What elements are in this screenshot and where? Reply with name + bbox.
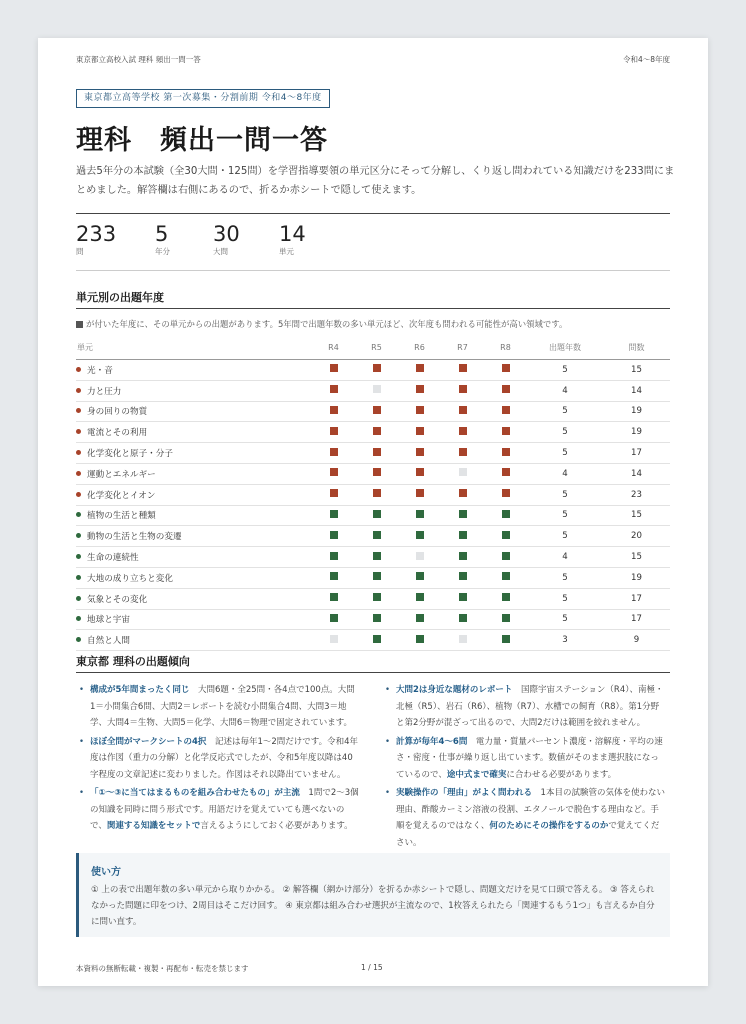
asked-marker bbox=[502, 572, 510, 580]
asked-marker bbox=[373, 593, 381, 601]
unit-name-cell bbox=[76, 526, 312, 547]
question-count-cell: 19 bbox=[603, 401, 670, 422]
unit-bullet-icon bbox=[76, 429, 81, 434]
column-header: 問数 bbox=[603, 336, 670, 360]
trend-heading: 「①～③に当てはまるものを組み合わせたもの」が主流 bbox=[90, 788, 300, 798]
asked-marker bbox=[330, 427, 338, 435]
divider bbox=[76, 308, 670, 309]
column-header: R5 bbox=[355, 336, 398, 360]
not-asked-marker bbox=[416, 552, 424, 560]
unit-name: 動物の生活と生物の変遷 bbox=[87, 532, 182, 543]
year-cell bbox=[398, 360, 441, 381]
unit-name-cell bbox=[76, 484, 312, 505]
lead-paragraph: 過去5年分の本試験（全30大問・125問）を学習指導要領の単元区分にそって分解し、くり返し問われている知識だけを233問にまとめました。解答欄は右側にあるので、折るか赤シートで隠して使えます。 bbox=[76, 166, 675, 196]
trend-heading: 実験操作の「理由」がよく問われる bbox=[396, 788, 533, 798]
asked-marker bbox=[416, 572, 424, 580]
year-cell bbox=[484, 526, 527, 547]
year-cell bbox=[441, 630, 484, 651]
year-cell bbox=[355, 401, 398, 422]
question-count-cell: 14 bbox=[603, 380, 670, 401]
asked-marker bbox=[330, 552, 338, 560]
year-cell bbox=[355, 380, 398, 401]
column-header: 単元 bbox=[76, 336, 312, 360]
trend-text: で覚えてください。 bbox=[396, 821, 660, 848]
unit-bullet-icon bbox=[76, 367, 81, 372]
table-row bbox=[76, 567, 670, 588]
year-count-cell: 5 bbox=[527, 526, 603, 547]
unit-name-cell bbox=[76, 630, 312, 651]
unit-name-cell bbox=[76, 505, 312, 526]
unit-name: 気象とその変化 bbox=[87, 594, 148, 605]
asked-marker bbox=[459, 614, 467, 622]
table-row bbox=[76, 463, 670, 484]
question-count-cell: 17 bbox=[603, 443, 670, 464]
asked-marker bbox=[330, 510, 338, 518]
running-header-title: 東京都立高校入試 理科 頻出一問一答 bbox=[76, 55, 201, 64]
year-count-cell: 4 bbox=[527, 547, 603, 568]
question-count-cell: 20 bbox=[603, 526, 670, 547]
year-cell bbox=[312, 463, 355, 484]
asked-marker bbox=[330, 593, 338, 601]
unit-name-cell bbox=[76, 463, 312, 484]
question-count-cell: 19 bbox=[603, 567, 670, 588]
year-cell bbox=[398, 567, 441, 588]
year-cell bbox=[441, 484, 484, 505]
unit-bullet-icon bbox=[76, 492, 81, 497]
asked-marker bbox=[330, 406, 338, 414]
year-cell bbox=[441, 380, 484, 401]
stat-years bbox=[155, 222, 170, 257]
asked-marker bbox=[416, 427, 424, 435]
asked-marker bbox=[330, 364, 338, 372]
year-cell bbox=[484, 360, 527, 381]
asked-marker bbox=[459, 489, 467, 497]
unit-name-cell bbox=[76, 401, 312, 422]
asked-marker bbox=[502, 552, 510, 560]
table-row bbox=[76, 443, 670, 464]
year-cell bbox=[441, 609, 484, 630]
trend-emphasis: 関連する知識をセットで bbox=[106, 821, 201, 831]
legend-square-icon bbox=[76, 321, 83, 328]
asked-marker bbox=[373, 531, 381, 539]
asked-marker bbox=[416, 468, 424, 476]
question-count-cell: 9 bbox=[603, 630, 670, 651]
asked-marker bbox=[459, 427, 467, 435]
asked-marker bbox=[416, 448, 424, 456]
year-cell bbox=[398, 630, 441, 651]
year-cell bbox=[355, 547, 398, 568]
year-count-cell: 5 bbox=[527, 567, 603, 588]
unit-name-cell bbox=[76, 609, 312, 630]
table-row bbox=[76, 484, 670, 505]
trend-item bbox=[90, 682, 360, 732]
not-asked-marker bbox=[373, 385, 381, 393]
unit-name-cell bbox=[76, 360, 312, 381]
usage-title: 使い方 bbox=[91, 867, 121, 878]
asked-marker bbox=[502, 614, 510, 622]
year-cell bbox=[398, 443, 441, 464]
stat-value: 30 bbox=[213, 222, 240, 246]
unit-name: 生命の連続性 bbox=[87, 553, 139, 564]
usage-body: ① 上の表で出題年数の多い単元から取りかかる。 ② 解答欄（網かけ部分）を折るか赤シートで隠し、問題文だけを見て口頭で答える。 ③ 答えられなかった問題に印をつけ、2周目はそこだけ回す。 ④ 東京都は組み合わせ選択が主流なので、1枚答えられたら「関連するもう1つ」も言えるか自分に問い直す。 bbox=[91, 885, 655, 927]
year-cell bbox=[484, 588, 527, 609]
asked-marker bbox=[373, 427, 381, 435]
year-cell bbox=[312, 505, 355, 526]
unit-name-cell bbox=[76, 422, 312, 443]
asked-marker bbox=[502, 635, 510, 643]
year-cell bbox=[355, 526, 398, 547]
asked-marker bbox=[416, 385, 424, 393]
asked-marker bbox=[330, 448, 338, 456]
year-cell bbox=[484, 484, 527, 505]
year-cell bbox=[398, 463, 441, 484]
unit-bullet-icon bbox=[76, 450, 81, 455]
year-cell bbox=[398, 380, 441, 401]
table-row bbox=[76, 547, 670, 568]
asked-marker bbox=[416, 489, 424, 497]
year-cell bbox=[484, 380, 527, 401]
unit-name: 地球と宇宙 bbox=[87, 615, 130, 626]
trend-emphasis: 何のためにその操作をするのか bbox=[489, 821, 609, 831]
trend-item bbox=[396, 682, 666, 732]
asked-marker bbox=[373, 364, 381, 372]
unit-bullet-icon bbox=[76, 408, 81, 413]
unit-name: 身の回りの物質 bbox=[87, 407, 148, 418]
table-header-row bbox=[76, 336, 670, 360]
year-cell bbox=[398, 484, 441, 505]
unit-name: 自然と人間 bbox=[87, 636, 130, 647]
trend-emphasis: 途中式まで確実 bbox=[446, 769, 507, 780]
unit-name-cell bbox=[76, 588, 312, 609]
table-row bbox=[76, 609, 670, 630]
asked-marker bbox=[330, 572, 338, 580]
year-cell bbox=[312, 588, 355, 609]
asked-marker bbox=[502, 489, 510, 497]
section-title-units: 単元別の出題年度 bbox=[76, 291, 164, 304]
column-header: R7 bbox=[441, 336, 484, 360]
unit-name: 植物の生活と種類 bbox=[87, 511, 156, 522]
year-cell bbox=[441, 567, 484, 588]
year-cell bbox=[398, 547, 441, 568]
section-title-trends: 東京都 理科の出題傾向 bbox=[76, 655, 190, 668]
not-asked-marker bbox=[459, 468, 467, 476]
year-cell bbox=[355, 630, 398, 651]
stat-major-questions bbox=[213, 222, 240, 257]
asked-marker bbox=[416, 614, 424, 622]
unit-year-table bbox=[76, 336, 670, 651]
asked-marker bbox=[459, 552, 467, 560]
year-cell bbox=[441, 526, 484, 547]
unit-bullet-icon bbox=[76, 616, 81, 621]
stat-questions bbox=[76, 222, 116, 257]
asked-marker bbox=[502, 468, 510, 476]
asked-marker bbox=[459, 510, 467, 518]
year-cell bbox=[484, 567, 527, 588]
asked-marker bbox=[459, 572, 467, 580]
table-row bbox=[76, 588, 670, 609]
year-count-cell: 5 bbox=[527, 505, 603, 526]
asked-marker bbox=[416, 531, 424, 539]
year-cell bbox=[355, 484, 398, 505]
year-cell bbox=[441, 443, 484, 464]
asked-marker bbox=[373, 468, 381, 476]
not-asked-marker bbox=[330, 635, 338, 643]
asked-marker bbox=[459, 364, 467, 372]
year-cell bbox=[312, 526, 355, 547]
year-cell bbox=[484, 463, 527, 484]
year-cell bbox=[312, 484, 355, 505]
year-cell bbox=[355, 588, 398, 609]
unit-name: 運動とエネルギー bbox=[87, 469, 156, 480]
unit-name: 化学変化とイオン bbox=[87, 490, 156, 501]
year-cell bbox=[312, 360, 355, 381]
asked-marker bbox=[416, 510, 424, 518]
year-count-cell: 5 bbox=[527, 360, 603, 381]
year-cell bbox=[398, 588, 441, 609]
asked-marker bbox=[373, 406, 381, 414]
unit-bullet-icon bbox=[76, 512, 81, 517]
year-cell bbox=[398, 401, 441, 422]
question-count-cell: 15 bbox=[603, 505, 670, 526]
question-count-cell: 15 bbox=[603, 360, 670, 381]
column-header: R8 bbox=[484, 336, 527, 360]
asked-marker bbox=[330, 385, 338, 393]
asked-marker bbox=[373, 614, 381, 622]
asked-marker bbox=[502, 427, 510, 435]
asked-marker bbox=[459, 593, 467, 601]
stat-label: 年分 bbox=[155, 247, 170, 256]
running-header-years: 令和4～8年度 bbox=[622, 55, 670, 64]
year-cell bbox=[312, 567, 355, 588]
year-cell bbox=[355, 567, 398, 588]
asked-marker bbox=[373, 510, 381, 518]
year-cell bbox=[441, 422, 484, 443]
year-count-cell: 3 bbox=[527, 630, 603, 651]
stat-label: 単元 bbox=[279, 247, 294, 256]
asked-marker bbox=[416, 593, 424, 601]
asked-marker bbox=[459, 448, 467, 456]
table-row bbox=[76, 401, 670, 422]
year-cell bbox=[484, 630, 527, 651]
year-cell bbox=[312, 609, 355, 630]
asked-marker bbox=[373, 635, 381, 643]
trend-text: 国際宇宙ステーション（R4）、南極・北極（R5）、岩石（R6）、植物（R7）、水槽での飼育（R8）。第1分野と第2分野が混ざって出るので、大問2だけは範囲を絞れません。 bbox=[396, 685, 664, 728]
unit-name: 光・音 bbox=[87, 365, 113, 376]
trend-item bbox=[90, 734, 360, 784]
page-title: 理科 頻出一問一答 bbox=[76, 125, 328, 156]
unit-bullet-icon bbox=[76, 533, 81, 538]
trend-text: 1本目の試験管の気体を使わない理由、酢酸カーミン溶液の役割、エタノールで脱色する理由など。手順を覚えるのではなく、 bbox=[396, 788, 665, 831]
year-cell bbox=[441, 505, 484, 526]
unit-bullet-icon bbox=[76, 388, 81, 393]
unit-name: 力と圧力 bbox=[87, 386, 122, 397]
stat-label: 大問 bbox=[213, 247, 228, 256]
not-asked-marker bbox=[459, 635, 467, 643]
exam-tag: 東京都立高等学校 第一次募集・分割前期 令和4～8年度 bbox=[76, 89, 330, 108]
year-cell bbox=[484, 505, 527, 526]
question-count-cell: 23 bbox=[603, 484, 670, 505]
asked-marker bbox=[459, 385, 467, 393]
unit-name-cell bbox=[76, 443, 312, 464]
stat-label: 問 bbox=[76, 247, 84, 256]
trend-heading: 構成が5年間まったく同じ bbox=[90, 685, 190, 695]
trend-text: 電力量・質量パーセント濃度・溶解度・平均の速さ・密度・仕事が繰り返し出ています。数値がそのまま選択肢になっているので、 bbox=[396, 736, 663, 780]
year-cell bbox=[312, 547, 355, 568]
trend-text: に合わせる必要があります。 bbox=[506, 769, 617, 780]
year-cell bbox=[484, 547, 527, 568]
asked-marker bbox=[330, 489, 338, 497]
question-count-cell: 15 bbox=[603, 547, 670, 568]
year-count-cell: 5 bbox=[527, 443, 603, 464]
trend-text: 記述は毎年1～2問だけです。令和4年度は作図（重力の分解）と化学反応式でしたが、令和5年度以降は40字程度の文章記述に変わりました。作図はそれ以降出ていません。 bbox=[90, 736, 358, 780]
year-count-cell: 5 bbox=[527, 609, 603, 630]
trend-text: 1問で2～3個の知識を同時に問う形式です。用語だけを覚えていても選べないので、 bbox=[90, 788, 359, 831]
asked-marker bbox=[373, 572, 381, 580]
trend-item bbox=[396, 785, 666, 851]
asked-marker bbox=[459, 531, 467, 539]
divider bbox=[76, 270, 670, 271]
table-row bbox=[76, 526, 670, 547]
year-cell bbox=[441, 463, 484, 484]
year-count-cell: 5 bbox=[527, 401, 603, 422]
year-cell bbox=[441, 547, 484, 568]
footer-notice: 本資料の無断転載・複製・再配布・転売を禁じます bbox=[76, 964, 249, 973]
table-row bbox=[76, 505, 670, 526]
year-cell bbox=[355, 463, 398, 484]
usage-box bbox=[76, 853, 670, 937]
asked-marker bbox=[502, 406, 510, 414]
divider bbox=[76, 213, 670, 214]
table-row bbox=[76, 422, 670, 443]
page-footer bbox=[76, 963, 670, 974]
stat-units bbox=[279, 222, 306, 257]
unit-name-cell bbox=[76, 547, 312, 568]
trend-item bbox=[90, 785, 360, 835]
unit-name-cell bbox=[76, 567, 312, 588]
unit-bullet-icon bbox=[76, 575, 81, 580]
year-count-cell: 5 bbox=[527, 588, 603, 609]
table-row bbox=[76, 380, 670, 401]
asked-marker bbox=[502, 510, 510, 518]
unit-bullet-icon bbox=[76, 637, 81, 642]
year-cell bbox=[398, 609, 441, 630]
table-note-text: が付いた年度に、その単元からの出題があります。5年間で出題年数の多い単元ほど、次年度も問われる可能性が高い領域です。 bbox=[86, 319, 568, 329]
year-cell bbox=[355, 360, 398, 381]
trend-heading: ほぼ全問がマークシートの4択 bbox=[90, 736, 207, 747]
year-cell bbox=[484, 422, 527, 443]
question-count-cell: 19 bbox=[603, 422, 670, 443]
asked-marker bbox=[330, 468, 338, 476]
asked-marker bbox=[502, 385, 510, 393]
trends-left-column bbox=[76, 682, 360, 837]
year-cell bbox=[355, 609, 398, 630]
year-cell bbox=[312, 630, 355, 651]
question-count-cell: 17 bbox=[603, 588, 670, 609]
year-count-cell: 5 bbox=[527, 422, 603, 443]
year-cell bbox=[398, 526, 441, 547]
year-cell bbox=[441, 588, 484, 609]
unit-name: 電流とその利用 bbox=[87, 428, 148, 439]
unit-bullet-icon bbox=[76, 471, 81, 476]
asked-marker bbox=[416, 635, 424, 643]
asked-marker bbox=[416, 364, 424, 372]
stat-value: 5 bbox=[155, 222, 169, 246]
trend-heading: 計算が毎年4～6問 bbox=[396, 736, 468, 747]
year-cell bbox=[441, 401, 484, 422]
asked-marker bbox=[330, 614, 338, 622]
table-row bbox=[76, 630, 670, 651]
divider bbox=[76, 672, 670, 673]
year-cell bbox=[484, 401, 527, 422]
document-page bbox=[38, 38, 708, 986]
trend-text: 言えるようにしておく必要があります。 bbox=[200, 821, 353, 831]
year-cell bbox=[312, 422, 355, 443]
trend-item bbox=[396, 734, 666, 784]
asked-marker bbox=[416, 406, 424, 414]
page-number: 1 / 15 bbox=[361, 963, 383, 972]
year-cell bbox=[484, 443, 527, 464]
question-count-cell: 14 bbox=[603, 463, 670, 484]
year-count-cell: 4 bbox=[527, 380, 603, 401]
asked-marker bbox=[330, 531, 338, 539]
asked-marker bbox=[459, 406, 467, 414]
unit-bullet-icon bbox=[76, 596, 81, 601]
asked-marker bbox=[373, 448, 381, 456]
trends-right-column bbox=[382, 682, 666, 853]
question-count-cell: 17 bbox=[603, 609, 670, 630]
unit-bullet-icon bbox=[76, 554, 81, 559]
year-cell bbox=[355, 443, 398, 464]
year-cell bbox=[355, 505, 398, 526]
unit-name-cell bbox=[76, 380, 312, 401]
year-cell bbox=[355, 422, 398, 443]
asked-marker bbox=[373, 489, 381, 497]
column-header: 出題年数 bbox=[527, 336, 603, 360]
unit-name: 大地の成り立ちと変化 bbox=[87, 573, 173, 584]
running-header bbox=[76, 54, 670, 65]
asked-marker bbox=[373, 552, 381, 560]
year-count-cell: 4 bbox=[527, 463, 603, 484]
asked-marker bbox=[502, 364, 510, 372]
trend-text: 大問6題・全25問・各4点で100点。大問1＝小問集合6問、大問2＝レポートを読む小問集合4問、大問3＝地学、大問4＝生物、大問5＝化学、大問6＝物理で固定されています。 bbox=[90, 685, 355, 728]
year-cell bbox=[441, 360, 484, 381]
year-count-cell: 5 bbox=[527, 484, 603, 505]
table-row bbox=[76, 360, 670, 381]
stat-value: 233 bbox=[76, 222, 117, 246]
unit-name: 化学変化と原子・分子 bbox=[87, 449, 173, 460]
column-header: R6 bbox=[398, 336, 441, 360]
year-cell bbox=[484, 609, 527, 630]
stat-value: 14 bbox=[279, 222, 306, 246]
year-cell bbox=[312, 443, 355, 464]
asked-marker bbox=[502, 448, 510, 456]
year-cell bbox=[398, 422, 441, 443]
table-note bbox=[76, 318, 567, 330]
asked-marker bbox=[502, 593, 510, 601]
year-cell bbox=[312, 380, 355, 401]
year-cell bbox=[398, 505, 441, 526]
column-header: R4 bbox=[312, 336, 355, 360]
trend-heading: 大問2は身近な題材のレポート bbox=[396, 685, 513, 695]
year-cell bbox=[312, 401, 355, 422]
asked-marker bbox=[502, 531, 510, 539]
